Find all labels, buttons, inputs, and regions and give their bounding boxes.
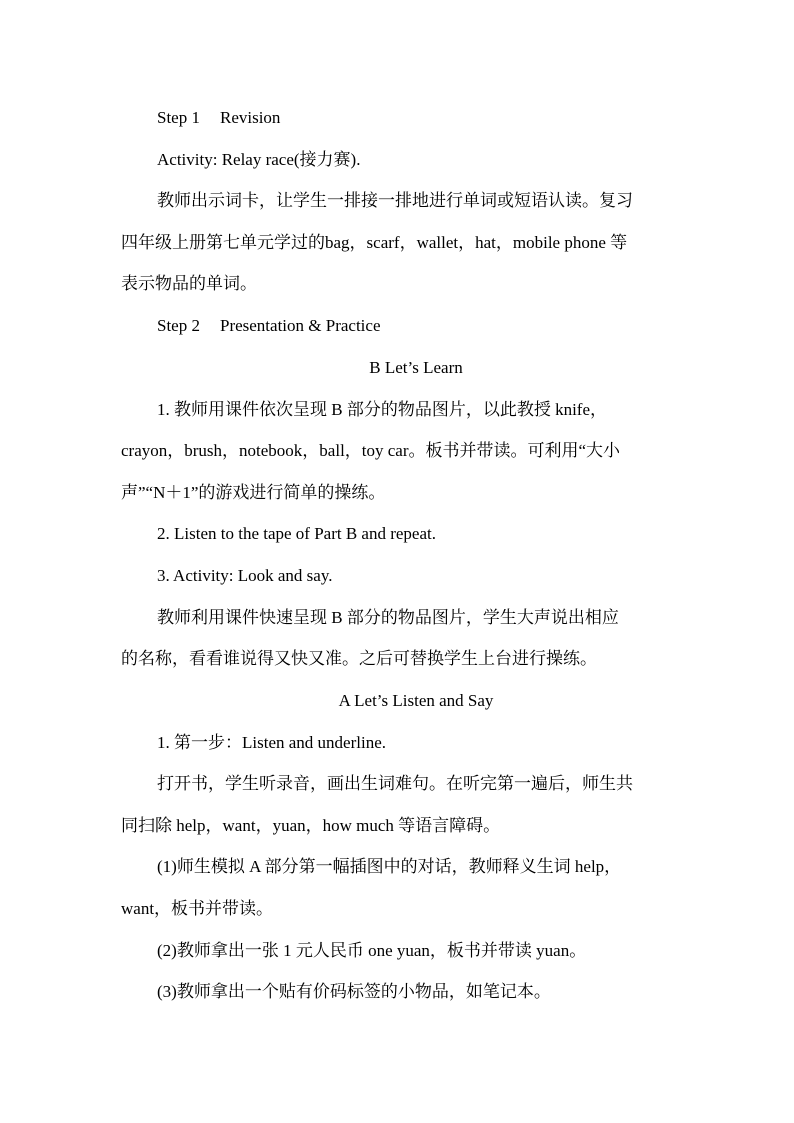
b-item3-para-line-1: 教师利用课件快速呈现 B 部分的物品图片，学生大声说出相应 <box>157 608 619 627</box>
b-item2: 2. Listen to the tape of Part B and repeat. <box>157 524 436 543</box>
section-b-heading: B Let’s Learn <box>369 358 463 377</box>
a-item1-para-line-2: 同扫除 help，want，yuan，how much 等语言障碍。 <box>121 816 501 835</box>
b-item3-para-line-2: 的名称，看看谁说得又快又准。之后可替换学生上台进行操练。 <box>121 649 597 668</box>
step1-para-line-1: 教师出示词卡，让学生一排接一排地进行单词或短语认读。复习 <box>157 191 633 210</box>
step2-heading <box>157 314 676 338</box>
step1-label: Step 1 <box>157 108 200 127</box>
a-sub1-line-2: want，板书并带读。 <box>121 899 274 918</box>
step2-title: Presentation & Practice <box>219 316 381 335</box>
b-item1-line-3: 声”“N＋1”的游戏进行简单的操练。 <box>121 483 386 502</box>
a-sub2: (2)教师拿出一张 1 元人民币 one yuan，板书并带读 yuan。 <box>157 941 587 960</box>
step1-para-line-2: 四年级上册第七单元学过的bag，scarf，wallet，hat，mobile phone 等 <box>121 233 628 252</box>
b-item1-line-2: crayon，brush，notebook，ball，toy car。板书并带读。可利用“大小 <box>121 441 621 460</box>
b-item1-line-1: 1. 教师用课件依次呈现 B 部分的物品图片，以此教授 knife， <box>157 400 608 419</box>
a-sub3: (3)教师拿出一个贴有价码标签的小物品，如笔记本。 <box>157 982 551 1001</box>
step1-heading <box>157 106 676 130</box>
step1-activity: Activity: Relay race(接力赛). <box>157 150 361 169</box>
a-item1: 1. 第一步：Listen and underline. <box>157 733 386 752</box>
a-item1-para-line-1: 打开书，学生听录音，画出生词难句。在听完第一遍后，师生共 <box>157 774 633 793</box>
step1-para-line-3: 表示物品的单词。 <box>121 274 257 293</box>
a-sub1-line-1: (1)师生模拟 A 部分第一幅插图中的对话，教师释义生词 help， <box>157 857 622 876</box>
step2-label: Step 2 <box>157 316 200 335</box>
step1-title: Revision <box>219 108 281 127</box>
section-a-heading: A Let’s Listen and Say <box>338 691 494 710</box>
b-item3: 3. Activity: Look and say. <box>157 566 333 585</box>
